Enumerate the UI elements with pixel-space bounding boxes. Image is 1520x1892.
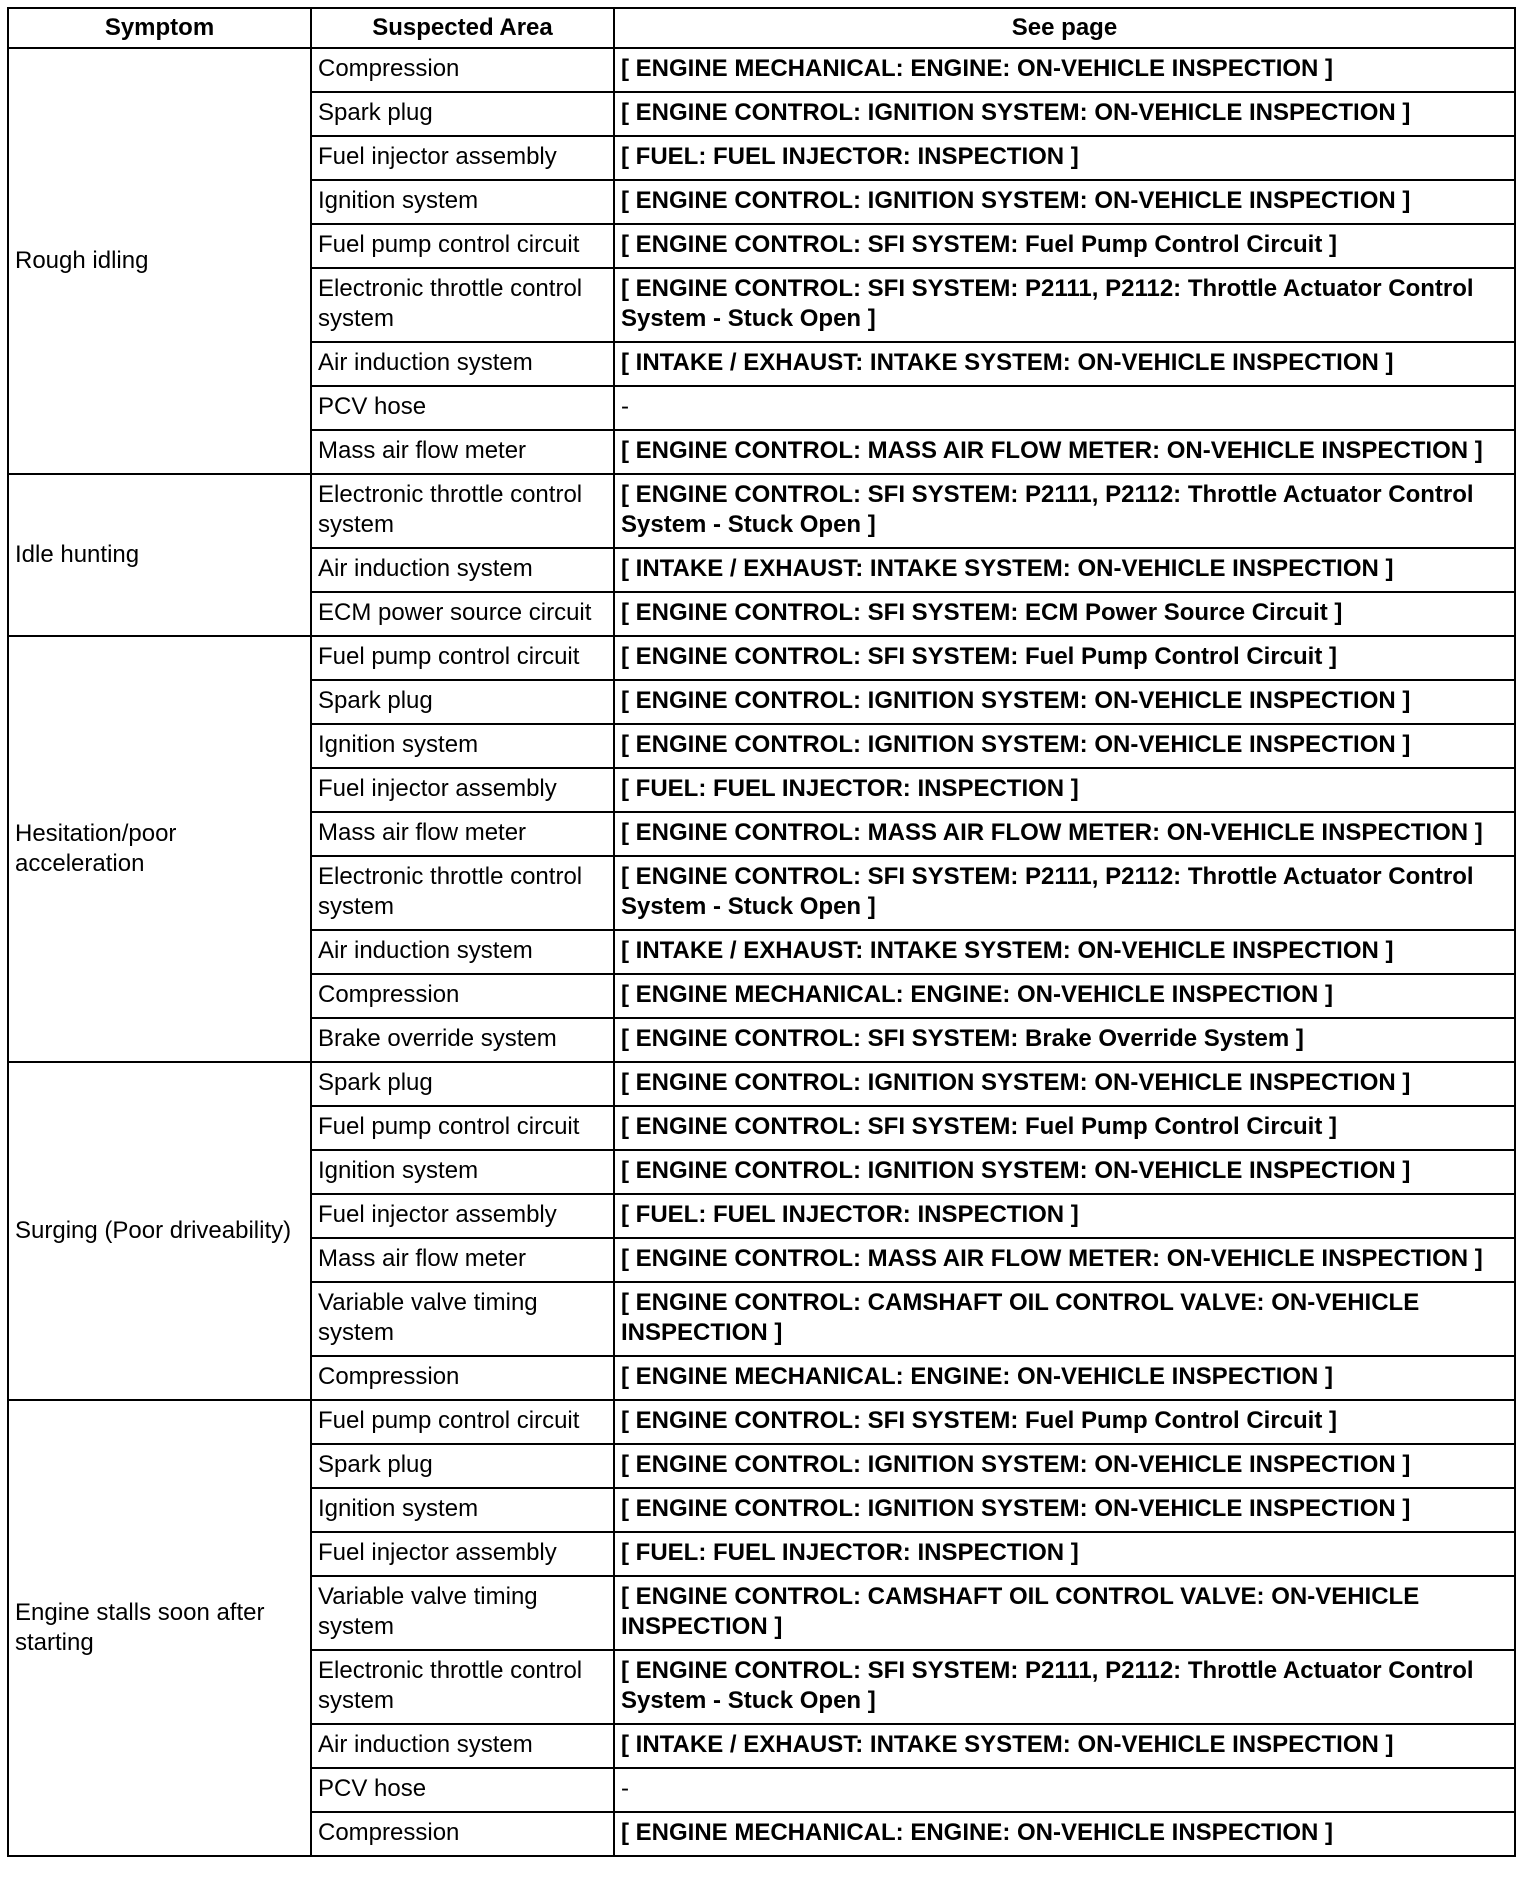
suspected-area-cell: Air induction system: [311, 1724, 614, 1768]
see-page-cell: -: [614, 386, 1515, 430]
symptom-cell: Rough idling: [8, 48, 311, 474]
suspected-area-cell: Electronic throttle control system: [311, 474, 614, 548]
see-page-cell: [ INTAKE / EXHAUST: INTAKE SYSTEM: ON-VEHICLE INSPECTION ]: [614, 930, 1515, 974]
see-page-cell: [ ENGINE CONTROL: CAMSHAFT OIL CONTROL VALVE: ON-VEHICLE INSPECTION ]: [614, 1576, 1515, 1650]
header-row: [8, 8, 1515, 48]
see-page-cell: [ INTAKE / EXHAUST: INTAKE SYSTEM: ON-VEHICLE INSPECTION ]: [614, 1724, 1515, 1768]
see-page-cell: [ ENGINE CONTROL: SFI SYSTEM: Fuel Pump Control Circuit ]: [614, 636, 1515, 680]
symptom-cell: Hesitation/poor acceleration: [8, 636, 311, 1062]
table-row: [8, 1062, 1515, 1106]
suspected-area-cell: Fuel injector assembly: [311, 1532, 614, 1576]
suspected-area-cell: Variable valve timing system: [311, 1576, 614, 1650]
suspected-area-cell: Air induction system: [311, 930, 614, 974]
suspected-area-cell: Spark plug: [311, 92, 614, 136]
suspected-area-cell: Fuel pump control circuit: [311, 224, 614, 268]
symptom-cell: Idle hunting: [8, 474, 311, 636]
symptom-table: [7, 7, 1516, 1857]
see-page-cell: [ ENGINE CONTROL: SFI SYSTEM: P2111, P2112: Throttle Actuator Control System - Stuck Open ]: [614, 474, 1515, 548]
see-page-cell: [ ENGINE MECHANICAL: ENGINE: ON-VEHICLE INSPECTION ]: [614, 974, 1515, 1018]
suspected-area-cell: Electronic throttle control system: [311, 856, 614, 930]
suspected-area-cell: PCV hose: [311, 386, 614, 430]
header-symptom: Symptom: [8, 8, 311, 48]
header-see-page: See page: [614, 8, 1515, 48]
see-page-cell: [ ENGINE CONTROL: CAMSHAFT OIL CONTROL VALVE: ON-VEHICLE INSPECTION ]: [614, 1282, 1515, 1356]
see-page-cell: [ FUEL: FUEL INJECTOR: INSPECTION ]: [614, 768, 1515, 812]
suspected-area-cell: Compression: [311, 1356, 614, 1400]
suspected-area-cell: Fuel pump control circuit: [311, 1400, 614, 1444]
table-row: [8, 48, 1515, 92]
suspected-area-cell: Air induction system: [311, 548, 614, 592]
table-row: [8, 1400, 1515, 1444]
suspected-area-cell: Ignition system: [311, 1488, 614, 1532]
suspected-area-cell: Mass air flow meter: [311, 1238, 614, 1282]
see-page-cell: [ FUEL: FUEL INJECTOR: INSPECTION ]: [614, 1194, 1515, 1238]
see-page-cell: [ ENGINE CONTROL: IGNITION SYSTEM: ON-VEHICLE INSPECTION ]: [614, 680, 1515, 724]
suspected-area-cell: Compression: [311, 974, 614, 1018]
see-page-cell: [ ENGINE CONTROL: SFI SYSTEM: ECM Power Source Circuit ]: [614, 592, 1515, 636]
table-row: [8, 636, 1515, 680]
see-page-cell: [ ENGINE CONTROL: MASS AIR FLOW METER: ON-VEHICLE INSPECTION ]: [614, 812, 1515, 856]
see-page-cell: [ INTAKE / EXHAUST: INTAKE SYSTEM: ON-VEHICLE INSPECTION ]: [614, 548, 1515, 592]
suspected-area-cell: Electronic throttle control system: [311, 268, 614, 342]
see-page-cell: [ FUEL: FUEL INJECTOR: INSPECTION ]: [614, 1532, 1515, 1576]
suspected-area-cell: Ignition system: [311, 180, 614, 224]
suspected-area-cell: ECM power source circuit: [311, 592, 614, 636]
see-page-cell: [ ENGINE CONTROL: IGNITION SYSTEM: ON-VEHICLE INSPECTION ]: [614, 1150, 1515, 1194]
see-page-cell: [ ENGINE CONTROL: MASS AIR FLOW METER: ON-VEHICLE INSPECTION ]: [614, 1238, 1515, 1282]
suspected-area-cell: Variable valve timing system: [311, 1282, 614, 1356]
see-page-cell: [ ENGINE CONTROL: SFI SYSTEM: Fuel Pump Control Circuit ]: [614, 1106, 1515, 1150]
see-page-cell: [ ENGINE CONTROL: IGNITION SYSTEM: ON-VEHICLE INSPECTION ]: [614, 1488, 1515, 1532]
table-body: [8, 48, 1515, 1856]
suspected-area-cell: Spark plug: [311, 680, 614, 724]
see-page-cell: [ ENGINE MECHANICAL: ENGINE: ON-VEHICLE INSPECTION ]: [614, 1356, 1515, 1400]
suspected-area-cell: Compression: [311, 48, 614, 92]
suspected-area-cell: Mass air flow meter: [311, 430, 614, 474]
table-header: [8, 8, 1515, 48]
suspected-area-cell: Compression: [311, 1812, 614, 1856]
see-page-cell: [ ENGINE CONTROL: IGNITION SYSTEM: ON-VEHICLE INSPECTION ]: [614, 724, 1515, 768]
suspected-area-cell: Brake override system: [311, 1018, 614, 1062]
see-page-cell: -: [614, 1768, 1515, 1812]
see-page-cell: [ INTAKE / EXHAUST: INTAKE SYSTEM: ON-VEHICLE INSPECTION ]: [614, 342, 1515, 386]
suspected-area-cell: Ignition system: [311, 724, 614, 768]
symptom-cell: Surging (Poor driveability): [8, 1062, 311, 1400]
suspected-area-cell: Mass air flow meter: [311, 812, 614, 856]
see-page-cell: [ ENGINE CONTROL: SFI SYSTEM: P2111, P2112: Throttle Actuator Control System - Stuck Open ]: [614, 268, 1515, 342]
suspected-area-cell: Fuel injector assembly: [311, 768, 614, 812]
suspected-area-cell: Fuel injector assembly: [311, 136, 614, 180]
document-page: [7, 7, 1514, 1857]
suspected-area-cell: Air induction system: [311, 342, 614, 386]
suspected-area-cell: Ignition system: [311, 1150, 614, 1194]
table-row: [8, 474, 1515, 548]
see-page-cell: [ ENGINE CONTROL: MASS AIR FLOW METER: ON-VEHICLE INSPECTION ]: [614, 430, 1515, 474]
see-page-cell: [ ENGINE CONTROL: SFI SYSTEM: P2111, P2112: Throttle Actuator Control System - Stuck Open ]: [614, 856, 1515, 930]
suspected-area-cell: Spark plug: [311, 1444, 614, 1488]
see-page-cell: [ ENGINE CONTROL: SFI SYSTEM: P2111, P2112: Throttle Actuator Control System - Stuck Open ]: [614, 1650, 1515, 1724]
see-page-cell: [ ENGINE CONTROL: IGNITION SYSTEM: ON-VEHICLE INSPECTION ]: [614, 1062, 1515, 1106]
suspected-area-cell: Spark plug: [311, 1062, 614, 1106]
header-suspected-area: Suspected Area: [311, 8, 614, 48]
symptom-cell: Engine stalls soon after starting: [8, 1400, 311, 1856]
suspected-area-cell: Fuel pump control circuit: [311, 636, 614, 680]
see-page-cell: [ ENGINE CONTROL: SFI SYSTEM: Fuel Pump Control Circuit ]: [614, 224, 1515, 268]
see-page-cell: [ ENGINE CONTROL: SFI SYSTEM: Brake Override System ]: [614, 1018, 1515, 1062]
suspected-area-cell: Fuel pump control circuit: [311, 1106, 614, 1150]
suspected-area-cell: PCV hose: [311, 1768, 614, 1812]
see-page-cell: [ ENGINE CONTROL: IGNITION SYSTEM: ON-VEHICLE INSPECTION ]: [614, 180, 1515, 224]
see-page-cell: [ ENGINE MECHANICAL: ENGINE: ON-VEHICLE INSPECTION ]: [614, 48, 1515, 92]
see-page-cell: [ ENGINE MECHANICAL: ENGINE: ON-VEHICLE INSPECTION ]: [614, 1812, 1515, 1856]
suspected-area-cell: Fuel injector assembly: [311, 1194, 614, 1238]
see-page-cell: [ ENGINE CONTROL: SFI SYSTEM: Fuel Pump Control Circuit ]: [614, 1400, 1515, 1444]
see-page-cell: [ ENGINE CONTROL: IGNITION SYSTEM: ON-VEHICLE INSPECTION ]: [614, 1444, 1515, 1488]
see-page-cell: [ ENGINE CONTROL: IGNITION SYSTEM: ON-VEHICLE INSPECTION ]: [614, 92, 1515, 136]
suspected-area-cell: Electronic throttle control system: [311, 1650, 614, 1724]
see-page-cell: [ FUEL: FUEL INJECTOR: INSPECTION ]: [614, 136, 1515, 180]
